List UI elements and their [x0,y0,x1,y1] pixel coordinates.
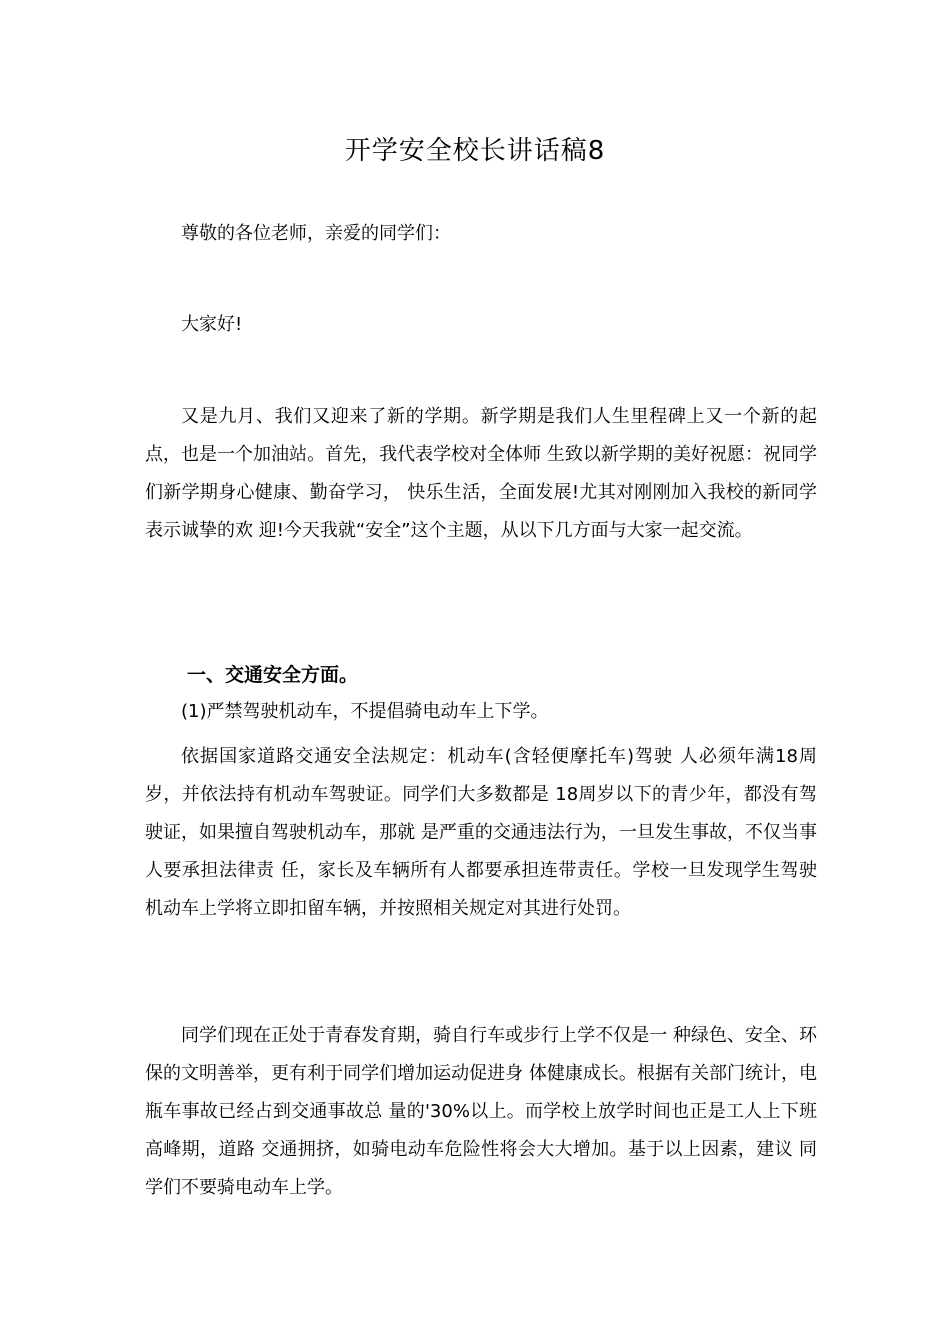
law-paragraph: 依据国家道路交通安全法规定：机动车(含轻便摩托车)驾驶 人必须年满18周岁，并依法持有机动车驾驶证。同学们大多数都是 18周岁以下的青少年，都没有驾驶证，如果擅自驾驶机动车，那就 是严重的交通违法行为，一旦发生事故，不仅当事人要承担法律责 任，家长及车辆所有人都要承担连带责任。学校一旦发现学生驾驶 机动车上学将立即扣留车辆，并按照相关规定对其进行处罚。 [145,746,817,919]
document-title: 开学安全校长讲话稿8 [344,136,606,166]
salutation: 尊敬的各位老师，亲爱的同学们： [181,223,451,244]
advice-paragraph: 同学们现在正处于青春发育期，骑自行车或步行上学不仅是一 种绿色、安全、环保的文明善举，更有利于同学们增加运动促进身 体健康成长。根据有关部门统计，电瓶车事故已经占到交通事故总 量的'30%以上。而学校上放学时间也正是工人上下班高峰期，道路 交通拥挤，如骑电动车危险性将会大大增加。基于以上因素，建议 同学们不要骑电动车上学。 [145,1025,817,1198]
subsection-title: (1)严禁驾驶机动车，不提倡骑电动车上下学。 [181,701,549,722]
intro-paragraph: 又是九月、我们又迎来了新的学期。新学期是我们人生里程碑上又一个新的起点，也是一个加油站。首先，我代表学校对全体师 生致以新学期的美好祝愿：祝同学们新学期身心健康、勤奋学习， 快乐生活，全面发展!尤其对刚刚加入我校的新同学表示诚挚的欢 迎!今天我就“安全”这个主题，从以下几方面与大家一起交流。 [145,406,817,541]
section-heading-traffic-safety: 一、交通安全方面。 [187,664,359,686]
greeting: 大家好! [181,314,243,335]
